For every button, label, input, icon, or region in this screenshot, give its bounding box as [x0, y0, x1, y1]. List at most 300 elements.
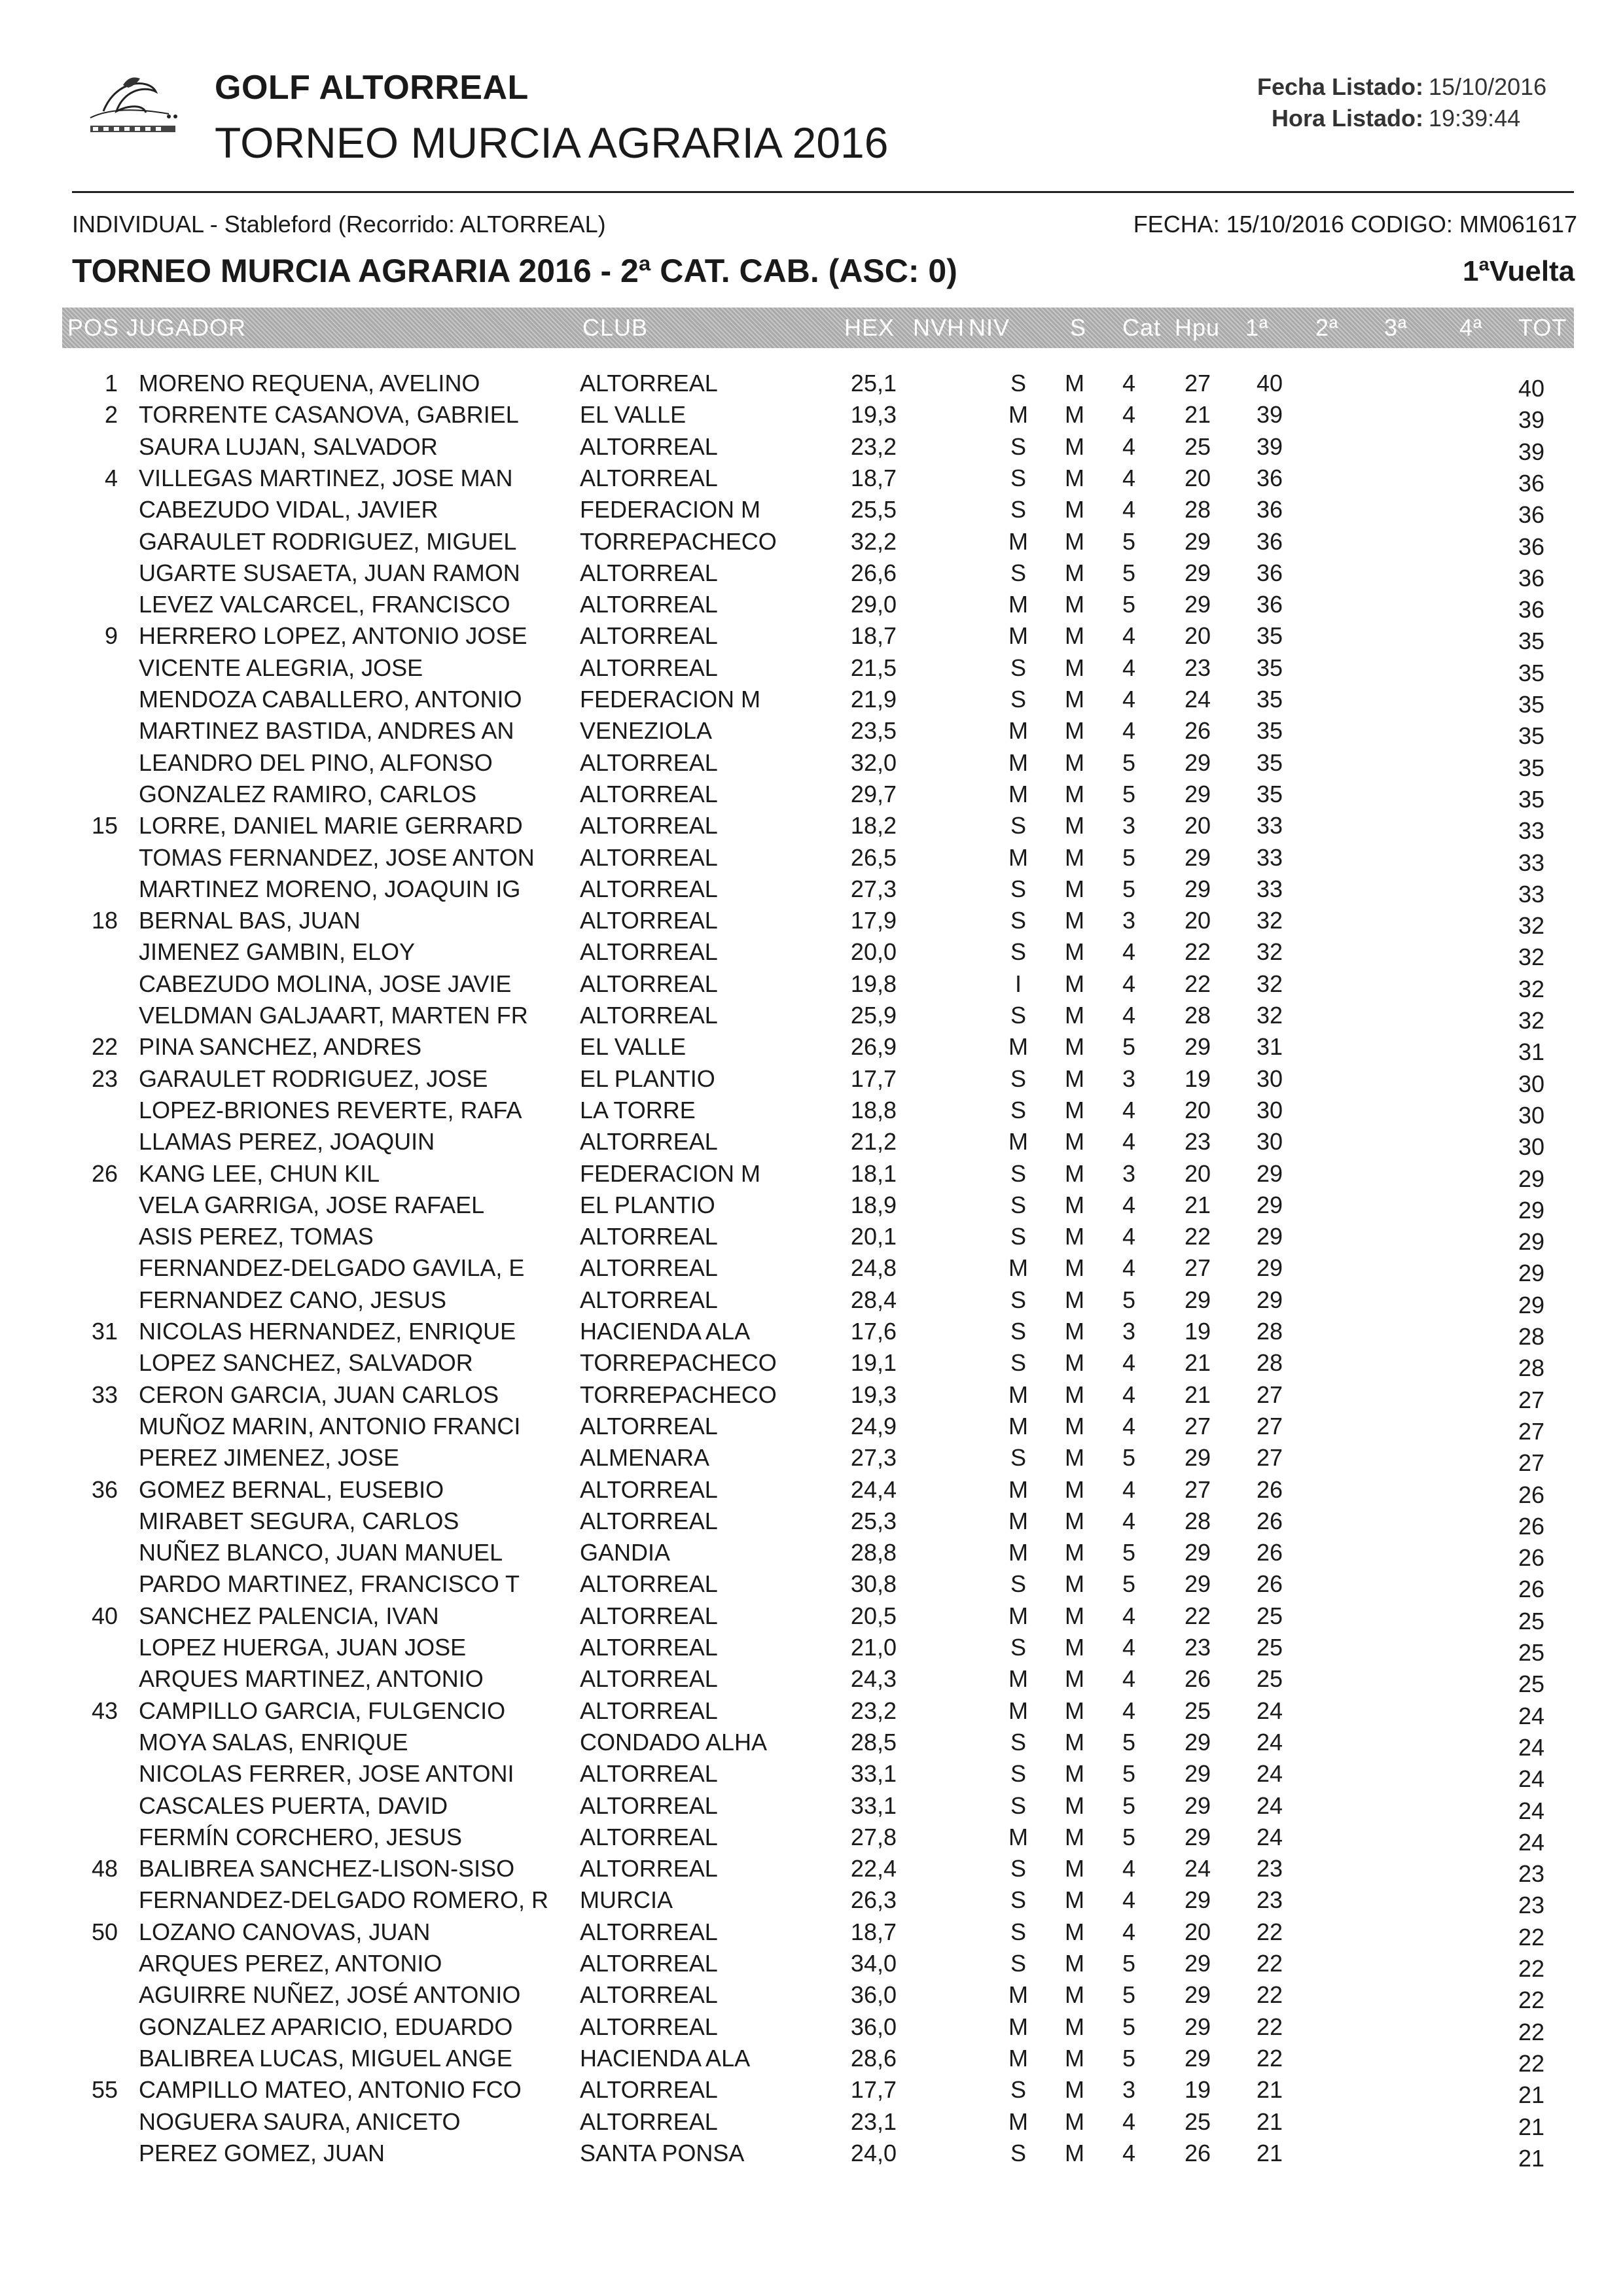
row-round1: 33	[1256, 844, 1283, 871]
row-hex: 23,2	[850, 433, 897, 460]
row-hex: 18,1	[850, 1160, 897, 1187]
row-round1: 32	[1256, 970, 1283, 997]
row-handicap: 24	[1184, 1855, 1211, 1882]
row-s: S	[1010, 1760, 1026, 1787]
row-player: TORRENTE CASANOVA, GABRIEL	[139, 401, 519, 428]
table-row	[0, 717, 1623, 749]
row-handicap: 23	[1184, 1634, 1211, 1661]
row-handicap: 20	[1184, 812, 1211, 839]
table-row	[0, 433, 1623, 465]
row-club: FEDERACION M	[580, 1160, 761, 1187]
row-hex: 33,1	[850, 1760, 897, 1787]
row-hpu: 5	[1122, 559, 1136, 586]
row-club: ALTORREAL	[580, 591, 718, 618]
row-cat: M	[1065, 622, 1084, 649]
row-s: M	[1008, 1697, 1028, 1724]
row-total: 27	[1518, 1418, 1544, 1445]
row-hex: 20,1	[850, 1223, 897, 1250]
row-hpu: 4	[1122, 1508, 1136, 1534]
table-row	[0, 1097, 1623, 1128]
row-hpu: 4	[1122, 496, 1136, 523]
row-handicap: 26	[1184, 2140, 1211, 2166]
row-position: 18	[91, 907, 118, 934]
row-total: 33	[1518, 817, 1544, 844]
row-player: CAMPILLO GARCIA, FULGENCIO	[139, 1697, 506, 1724]
row-handicap: 20	[1184, 465, 1211, 491]
row-cat: M	[1065, 717, 1084, 744]
row-handicap: 29	[1184, 844, 1211, 871]
row-cat: M	[1065, 1192, 1084, 1218]
row-club: ALTORREAL	[580, 844, 718, 871]
row-s: S	[1010, 1792, 1026, 1819]
row-hpu: 4	[1122, 938, 1136, 965]
row-player: BALIBREA SANCHEZ-LISON-SISO	[139, 1855, 515, 1882]
row-position: 50	[91, 1918, 118, 1945]
row-total: 28	[1518, 1354, 1544, 1381]
row-hex: 20,0	[850, 938, 897, 965]
row-club: ALTORREAL	[580, 370, 718, 397]
row-round1: 25	[1256, 1602, 1283, 1629]
row-hex: 25,1	[850, 370, 897, 397]
row-handicap: 23	[1184, 1128, 1211, 1155]
row-hpu: 5	[1122, 591, 1136, 618]
row-handicap: 29	[1184, 559, 1211, 586]
row-handicap: 29	[1184, 1286, 1211, 1313]
row-handicap: 25	[1184, 433, 1211, 460]
row-club: ALTORREAL	[580, 1002, 718, 1029]
row-hex: 24,0	[850, 2140, 897, 2166]
row-cat: M	[1065, 1476, 1084, 1503]
row-total: 24	[1518, 1829, 1544, 1856]
row-hex: 18,2	[850, 812, 897, 839]
row-handicap: 22	[1184, 1602, 1211, 1629]
row-round1: 32	[1256, 907, 1283, 934]
row-handicap: 20	[1184, 1160, 1211, 1187]
row-s: M	[1008, 749, 1028, 776]
row-player: FERNANDEZ CANO, JESUS	[139, 1286, 447, 1313]
row-club: ALTORREAL	[580, 1223, 718, 1250]
row-player: LORRE, DANIEL MARIE GERRARD	[139, 812, 523, 839]
row-hex: 18,7	[850, 622, 897, 649]
table-row	[0, 749, 1623, 781]
row-hpu: 3	[1122, 907, 1136, 934]
row-total: 36	[1518, 533, 1544, 560]
row-club: EL VALLE	[580, 1033, 687, 1060]
row-s: S	[1010, 2140, 1026, 2166]
row-round1: 31	[1256, 1033, 1283, 1060]
row-player: CABEZUDO VIDAL, JAVIER	[139, 496, 438, 523]
row-s: M	[1008, 1128, 1028, 1155]
col-cat: Cat	[1122, 314, 1162, 341]
row-s: M	[1008, 1539, 1028, 1566]
row-round1: 33	[1256, 875, 1283, 902]
row-s: S	[1010, 1160, 1026, 1187]
row-total: 29	[1518, 1165, 1544, 1192]
table-row	[0, 1128, 1623, 1159]
row-total: 36	[1518, 470, 1544, 497]
row-cat: M	[1065, 686, 1084, 713]
row-s: S	[1010, 559, 1026, 586]
row-handicap: 21	[1184, 1381, 1211, 1408]
row-hex: 29,0	[850, 591, 897, 618]
row-hex: 17,6	[850, 1318, 897, 1345]
row-club: TORREPACHECO	[580, 1381, 777, 1408]
table-row	[0, 1444, 1623, 1475]
row-s: S	[1010, 1286, 1026, 1313]
table-row	[0, 2108, 1623, 2140]
row-total: 26	[1518, 1481, 1544, 1508]
row-position: 2	[104, 401, 118, 428]
row-round1: 30	[1256, 1128, 1283, 1155]
row-round1: 36	[1256, 465, 1283, 491]
row-club: GANDIA	[580, 1539, 671, 1566]
category-title: TORNEO MURCIA AGRARIA 2016 - 2ª CAT. CAB. (ASC: 0)	[72, 253, 957, 289]
row-total: 22	[1518, 1924, 1544, 1951]
row-hex: 32,0	[850, 749, 897, 776]
row-handicap: 27	[1184, 1476, 1211, 1503]
row-player: MARTINEZ BASTIDA, ANDRES AN	[139, 717, 514, 744]
row-handicap: 29	[1184, 1760, 1211, 1787]
row-player: LOPEZ-BRIONES REVERTE, RAFA	[139, 1097, 522, 1123]
row-cat: M	[1065, 749, 1084, 776]
row-hex: 32,2	[850, 528, 897, 555]
row-handicap: 21	[1184, 1192, 1211, 1218]
row-total: 22	[1518, 1987, 1544, 2013]
row-s: S	[1010, 1192, 1026, 1218]
row-total: 35	[1518, 660, 1544, 686]
row-total: 32	[1518, 976, 1544, 1002]
table-row	[0, 1002, 1623, 1033]
table-row	[0, 591, 1623, 622]
row-club: TORREPACHECO	[580, 1349, 777, 1376]
row-club: HACIENDA ALA	[580, 1318, 751, 1345]
row-hex: 17,9	[850, 907, 897, 934]
col-s: S	[1070, 314, 1087, 341]
row-s: S	[1010, 1349, 1026, 1376]
row-handicap: 29	[1184, 781, 1211, 807]
row-club: ALTORREAL	[580, 812, 718, 839]
row-handicap: 20	[1184, 622, 1211, 649]
row-hpu: 4	[1122, 1918, 1136, 1945]
col-hpu: Hpu	[1175, 314, 1221, 341]
row-round1: 27	[1256, 1381, 1283, 1408]
row-club: MURCIA	[580, 1886, 673, 1913]
row-handicap: 28	[1184, 1508, 1211, 1534]
table-row	[0, 401, 1623, 433]
table-row	[0, 1223, 1623, 1254]
row-club: EL PLANTIO	[580, 1192, 715, 1218]
row-club: ALTORREAL	[580, 1665, 718, 1692]
row-s: M	[1008, 2013, 1028, 2040]
row-cat: M	[1065, 433, 1084, 460]
row-hex: 18,7	[850, 465, 897, 491]
row-player: CERON GARCIA, JUAN CARLOS	[139, 1381, 499, 1408]
row-handicap: 21	[1184, 1349, 1211, 1376]
row-handicap: 22	[1184, 938, 1211, 965]
row-player: MUÑOZ MARIN, ANTONIO FRANCI	[139, 1413, 521, 1439]
row-position: 22	[91, 1033, 118, 1060]
row-s: S	[1010, 1444, 1026, 1471]
row-round1: 30	[1256, 1097, 1283, 1123]
row-cat: M	[1065, 1128, 1084, 1155]
row-club: ALTORREAL	[580, 749, 718, 776]
row-player: MARTINEZ MORENO, JOAQUIN IG	[139, 875, 521, 902]
row-round1: 26	[1256, 1570, 1283, 1597]
row-player: GONZALEZ APARICIO, EDUARDO	[139, 2013, 513, 2040]
row-total: 30	[1518, 1133, 1544, 1160]
row-s: M	[1008, 1665, 1028, 1692]
row-handicap: 27	[1184, 1413, 1211, 1439]
row-total: 24	[1518, 1797, 1544, 1824]
row-position: 33	[91, 1381, 118, 1408]
row-cat: M	[1065, 1697, 1084, 1724]
row-total: 32	[1518, 944, 1544, 970]
row-cat: M	[1065, 465, 1084, 491]
row-handicap: 29	[1184, 1033, 1211, 1060]
row-player: PEREZ JIMENEZ, JOSE	[139, 1444, 400, 1471]
row-handicap: 29	[1184, 1981, 1211, 2008]
row-cat: M	[1065, 1824, 1084, 1850]
row-hex: 28,4	[850, 1286, 897, 1313]
row-club: ALTORREAL	[580, 1918, 718, 1945]
row-handicap: 29	[1184, 1539, 1211, 1566]
row-handicap: 26	[1184, 717, 1211, 744]
table-row	[0, 1950, 1623, 1981]
row-round1: 28	[1256, 1318, 1283, 1345]
row-hpu: 5	[1122, 749, 1136, 776]
row-cat: M	[1065, 2013, 1084, 2040]
row-hpu: 5	[1122, 1539, 1136, 1566]
row-hpu: 5	[1122, 844, 1136, 871]
row-hex: 26,6	[850, 559, 897, 586]
row-cat: M	[1065, 1729, 1084, 1756]
row-cat: M	[1065, 1381, 1084, 1408]
round-label: 1ªVuelta	[1463, 255, 1575, 287]
table-row	[0, 528, 1623, 559]
row-s: S	[1010, 1223, 1026, 1250]
row-total: 33	[1518, 881, 1544, 908]
row-cat: M	[1065, 1665, 1084, 1692]
row-hpu: 5	[1122, 1824, 1136, 1850]
row-cat: M	[1065, 1950, 1084, 1977]
row-hex: 19,1	[850, 1349, 897, 1376]
row-cat: M	[1065, 1349, 1084, 1376]
row-player: MIRABET SEGURA, CARLOS	[139, 1508, 459, 1534]
row-hpu: 4	[1122, 370, 1136, 397]
table-row	[0, 1918, 1623, 1950]
row-hpu: 4	[1122, 433, 1136, 460]
row-round1: 39	[1256, 401, 1283, 428]
row-round1: 36	[1256, 528, 1283, 555]
row-club: ALMENARA	[580, 1444, 710, 1471]
row-total: 35	[1518, 722, 1544, 749]
row-club: ALTORREAL	[580, 654, 718, 681]
row-hex: 21,2	[850, 1128, 897, 1155]
row-hpu: 4	[1122, 1192, 1136, 1218]
row-cat: M	[1065, 2108, 1084, 2135]
row-total: 26	[1518, 1513, 1544, 1540]
row-hex: 29,7	[850, 781, 897, 807]
row-club: ALTORREAL	[580, 1602, 718, 1629]
row-player: NUÑEZ BLANCO, JUAN MANUEL	[139, 1539, 503, 1566]
row-round1: 32	[1256, 938, 1283, 965]
hora-listado-value: 19:39:44	[1429, 105, 1521, 132]
row-position: 26	[91, 1160, 118, 1187]
row-club: ALTORREAL	[580, 1855, 718, 1882]
row-round1: 24	[1256, 1729, 1283, 1756]
table-row	[0, 1760, 1623, 1792]
row-round1: 22	[1256, 1981, 1283, 2008]
row-round1: 33	[1256, 812, 1283, 839]
row-cat: M	[1065, 1033, 1084, 1060]
row-hex: 26,5	[850, 844, 897, 871]
row-s: S	[1010, 1918, 1026, 1945]
col-nvh: NVH	[913, 314, 965, 341]
table-row	[0, 1508, 1623, 1539]
row-player: PARDO MARTINEZ, FRANCISCO T	[139, 1570, 520, 1597]
table-row	[0, 654, 1623, 686]
row-hex: 22,4	[850, 1855, 897, 1882]
row-handicap: 28	[1184, 1002, 1211, 1029]
row-s: S	[1010, 1950, 1026, 1977]
row-club: ALTORREAL	[580, 2108, 718, 2135]
row-hex: 21,5	[850, 654, 897, 681]
row-player: AGUIRRE NUÑEZ, JOSÉ ANTONIO	[139, 1981, 521, 2008]
row-hex: 27,8	[850, 1824, 897, 1850]
row-total: 39	[1518, 406, 1544, 433]
row-club: ALTORREAL	[580, 1413, 718, 1439]
row-player: MOYA SALAS, ENRIQUE	[139, 1729, 408, 1756]
table-row	[0, 559, 1623, 591]
table-row	[0, 1476, 1623, 1508]
row-player: VILLEGAS MARTINEZ, JOSE MAN	[139, 465, 513, 491]
row-round1: 27	[1256, 1444, 1283, 1471]
row-round1: 36	[1256, 496, 1283, 523]
row-total: 32	[1518, 912, 1544, 939]
table-row	[0, 1254, 1623, 1286]
row-hex: 21,0	[850, 1634, 897, 1661]
row-cat: M	[1065, 1855, 1084, 1882]
row-cat: M	[1065, 1254, 1084, 1281]
row-s: S	[1010, 2076, 1026, 2103]
row-position: 36	[91, 1476, 118, 1503]
row-club: ALTORREAL	[580, 1508, 718, 1534]
row-cat: M	[1065, 1570, 1084, 1597]
row-hex: 26,9	[850, 1033, 897, 1060]
row-cat: M	[1065, 781, 1084, 807]
table-row	[0, 496, 1623, 527]
row-round1: 26	[1256, 1476, 1283, 1503]
row-s: M	[1008, 1381, 1028, 1408]
row-cat: M	[1065, 938, 1084, 965]
row-s: M	[1008, 844, 1028, 871]
row-round1: 22	[1256, 1950, 1283, 1977]
row-club: ALTORREAL	[580, 2013, 718, 2040]
row-total: 26	[1518, 1576, 1544, 1602]
row-hpu: 5	[1122, 781, 1136, 807]
row-hex: 21,9	[850, 686, 897, 713]
row-handicap: 29	[1184, 1729, 1211, 1756]
row-player: LOPEZ SANCHEZ, SALVADOR	[139, 1349, 473, 1376]
row-cat: M	[1065, 907, 1084, 934]
row-cat: M	[1065, 1918, 1084, 1945]
col-r2: 2ª	[1315, 314, 1339, 341]
row-position: 15	[91, 812, 118, 839]
row-hpu: 4	[1122, 1855, 1136, 1882]
row-position: 4	[104, 465, 118, 491]
row-total: 25	[1518, 1639, 1544, 1666]
row-hpu: 4	[1122, 1634, 1136, 1661]
row-total: 26	[1518, 1544, 1544, 1571]
row-round1: 35	[1256, 781, 1283, 807]
row-hpu: 4	[1122, 1254, 1136, 1281]
row-player: ARQUES MARTINEZ, ANTONIO	[139, 1665, 484, 1692]
row-cat: M	[1065, 1286, 1084, 1313]
row-s: S	[1010, 938, 1026, 965]
row-cat: M	[1065, 1602, 1084, 1629]
row-cat: M	[1065, 1634, 1084, 1661]
row-player: VELDMAN GALJAART, MARTEN FR	[139, 1002, 528, 1029]
row-club: ALTORREAL	[580, 1824, 718, 1850]
row-hpu: 4	[1122, 1223, 1136, 1250]
row-total: 33	[1518, 849, 1544, 876]
row-club: ALTORREAL	[580, 1570, 718, 1597]
row-s: M	[1008, 528, 1028, 555]
table-row	[0, 1665, 1623, 1697]
row-club: ALTORREAL	[580, 1981, 718, 2008]
row-hpu: 5	[1122, 2013, 1136, 2040]
row-club: ALTORREAL	[580, 938, 718, 965]
row-hpu: 3	[1122, 1160, 1136, 1187]
row-total: 27	[1518, 1449, 1544, 1476]
row-hex: 17,7	[850, 1065, 897, 1092]
row-hpu: 5	[1122, 1033, 1136, 1060]
row-hex: 19,3	[850, 1381, 897, 1408]
row-hpu: 4	[1122, 1381, 1136, 1408]
row-round1: 23	[1256, 1886, 1283, 1913]
row-handicap: 29	[1184, 2045, 1211, 2072]
golf-altorreal-logo	[77, 65, 188, 150]
row-player: GARAULET RODRIGUEZ, JOSE	[139, 1065, 488, 1092]
row-handicap: 27	[1184, 370, 1211, 397]
fecha-listado-value: 15/10/2016	[1429, 73, 1547, 100]
row-s: S	[1010, 875, 1026, 902]
row-s: S	[1010, 907, 1026, 934]
table-row	[0, 907, 1623, 938]
row-hpu: 4	[1122, 465, 1136, 491]
tournament-title: TORNEO MURCIA AGRARIA 2016	[215, 118, 889, 167]
row-player: PINA SANCHEZ, ANDRES	[139, 1033, 422, 1060]
table-row	[0, 781, 1623, 812]
row-round1: 35	[1256, 686, 1283, 713]
row-round1: 35	[1256, 654, 1283, 681]
row-club: ALTORREAL	[580, 1950, 718, 1977]
row-s: S	[1010, 1002, 1026, 1029]
row-handicap: 28	[1184, 496, 1211, 523]
row-handicap: 26	[1184, 1665, 1211, 1692]
row-total: 24	[1518, 1703, 1544, 1729]
col-r4: 4ª	[1459, 314, 1483, 341]
row-cat: M	[1065, 1760, 1084, 1787]
row-player: NOGUERA SAURA, ANICETO	[139, 2108, 461, 2135]
row-round1: 24	[1256, 1824, 1283, 1850]
row-cat: M	[1065, 1223, 1084, 1250]
row-club: HACIENDA ALA	[580, 2045, 751, 2072]
table-row	[0, 1886, 1623, 1918]
row-player: GONZALEZ RAMIRO, CARLOS	[139, 781, 477, 807]
table-row	[0, 938, 1623, 970]
row-player: NICOLAS HERNANDEZ, ENRIQUE	[139, 1318, 516, 1345]
